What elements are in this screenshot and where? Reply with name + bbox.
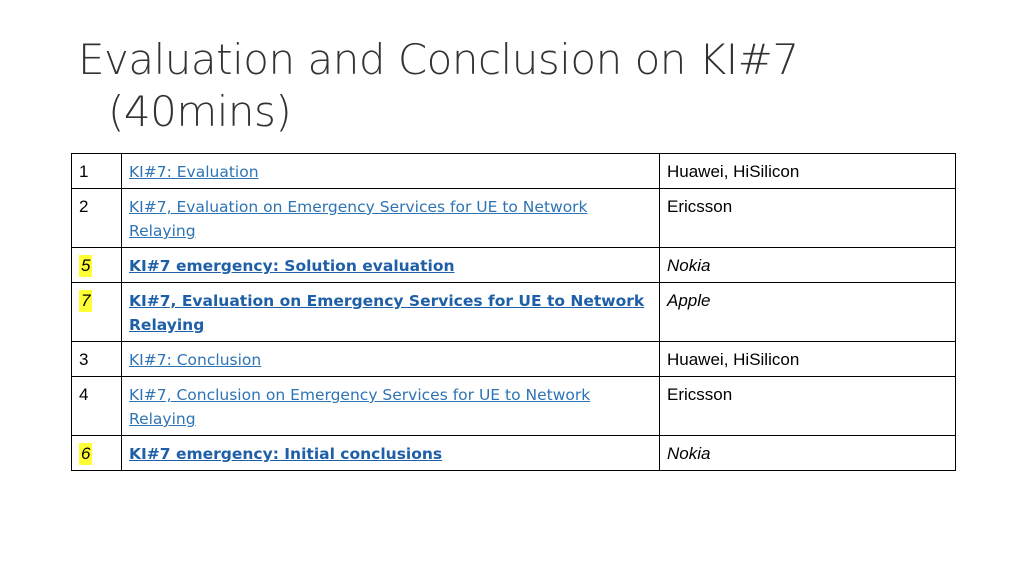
row-title-cell [122, 342, 660, 377]
table-row [72, 377, 956, 436]
row-source: Nokia [667, 256, 711, 275]
row-source: Ericsson [667, 385, 733, 404]
row-source-cell [660, 377, 956, 436]
row-title-cell [122, 377, 660, 436]
row-source: Apple [667, 291, 711, 310]
slide-title [78, 34, 958, 138]
row-number: 3 [79, 350, 89, 369]
document-link[interactable]: KI#7 emergency: Solution evaluation [129, 257, 455, 275]
document-link[interactable]: KI#7, Evaluation on Emergency Services for UE to Network Relaying [129, 198, 588, 240]
row-source-cell [660, 436, 956, 471]
document-link[interactable]: KI#7, Evaluation on Emergency Services for UE to Network Relaying [129, 292, 645, 334]
row-number-highlighted: 5 [81, 256, 91, 275]
row-number: 1 [79, 162, 89, 181]
row-source-cell [660, 154, 956, 189]
row-number-cell [72, 283, 122, 342]
row-number-highlighted: 7 [81, 291, 91, 310]
document-link[interactable]: KI#7 emergency: Initial conclusions [129, 445, 443, 463]
row-source-cell [660, 342, 956, 377]
row-source: Huawei, HiSilicon [667, 350, 800, 369]
row-title-cell [122, 189, 660, 248]
row-title-cell [122, 248, 660, 283]
row-source-cell [660, 189, 956, 248]
row-number: 4 [79, 385, 89, 404]
table-row [72, 154, 956, 189]
row-number-cell [72, 342, 122, 377]
document-link[interactable]: KI#7: Evaluation [129, 163, 259, 181]
agenda-table [71, 153, 956, 471]
document-link[interactable]: KI#7: Conclusion [129, 351, 262, 369]
row-number: 2 [79, 197, 89, 216]
row-source: Nokia [667, 444, 711, 463]
row-number-cell [72, 154, 122, 189]
row-source-cell [660, 283, 956, 342]
table-row [72, 189, 956, 248]
document-link[interactable]: KI#7, Conclusion on Emergency Services for UE to Network Relaying [129, 386, 591, 428]
table-row [72, 283, 956, 342]
row-number-cell [72, 248, 122, 283]
row-number-highlighted: 6 [81, 444, 91, 463]
row-number-cell [72, 189, 122, 248]
row-source-cell [660, 248, 956, 283]
slide-title-line1: Evaluation and Conclusion on KI#7 [78, 35, 799, 84]
row-title-cell [122, 154, 660, 189]
slide-title-line2: (40mins) [108, 87, 292, 136]
row-number-cell [72, 377, 122, 436]
row-title-cell [122, 436, 660, 471]
table-row [72, 248, 956, 283]
row-source: Huawei, HiSilicon [667, 162, 800, 181]
row-title-cell [122, 283, 660, 342]
row-number-cell [72, 436, 122, 471]
table-row [72, 342, 956, 377]
table-row [72, 436, 956, 471]
row-source: Ericsson [667, 197, 733, 216]
